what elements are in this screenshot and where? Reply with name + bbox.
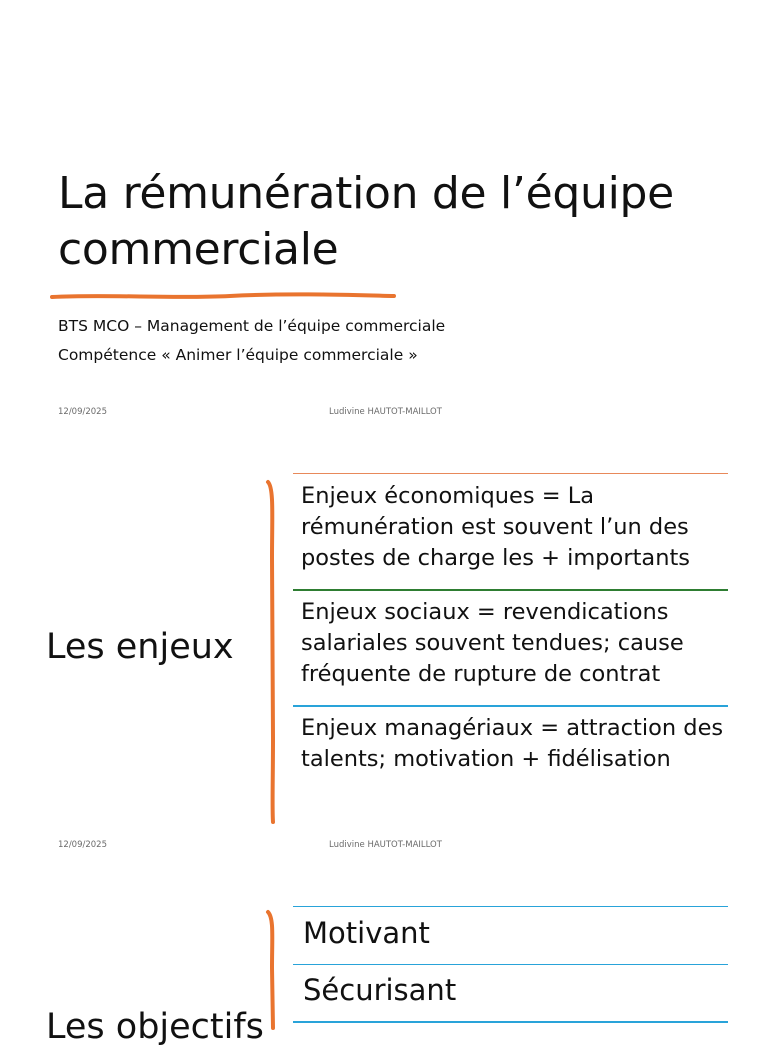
slide-title: La rémunération de l’équipe commerciale bbox=[58, 168, 674, 275]
objectif-securisant-text: Sécurisant bbox=[303, 973, 457, 1007]
divider-next bbox=[293, 1021, 728, 1023]
enjeux-heading: Les enjeux bbox=[46, 627, 234, 667]
enjeu-managerial-text: Enjeux managériaux = attraction des talents; motivation + fidélisation bbox=[301, 715, 724, 772]
footer-author: Ludivine HAUTOT-MAILLOT bbox=[329, 407, 442, 417]
enjeu-social-text: Enjeux sociaux = revendications salariales souvent tendues; cause fréquente de rupture de contrat bbox=[301, 599, 684, 687]
divider-economic bbox=[293, 473, 728, 474]
objectifs-heading: Les objectifs bbox=[46, 1007, 264, 1047]
divider-securisant bbox=[293, 964, 728, 965]
enjeu-economique-text: Enjeux économiques = La rémunération est souvent l’un des postes de charge les + importants bbox=[301, 483, 690, 571]
subtitle-course: BTS MCO – Management de l’équipe commerciale bbox=[58, 317, 446, 335]
divider-managerial bbox=[293, 705, 728, 707]
footer-date: 12/09/2025 bbox=[58, 407, 107, 417]
title-underline bbox=[50, 290, 400, 304]
orange-bracket bbox=[262, 908, 282, 1028]
orange-bracket bbox=[262, 478, 282, 826]
footer-date: 12/09/2025 bbox=[58, 840, 107, 850]
footer-author: Ludivine HAUTOT-MAILLOT bbox=[329, 840, 442, 850]
divider-motivant bbox=[293, 906, 728, 907]
objectif-motivant-text: Motivant bbox=[303, 916, 430, 950]
subtitle-competence: Compétence « Animer l’équipe commerciale » bbox=[58, 346, 418, 364]
divider-social bbox=[293, 589, 728, 591]
